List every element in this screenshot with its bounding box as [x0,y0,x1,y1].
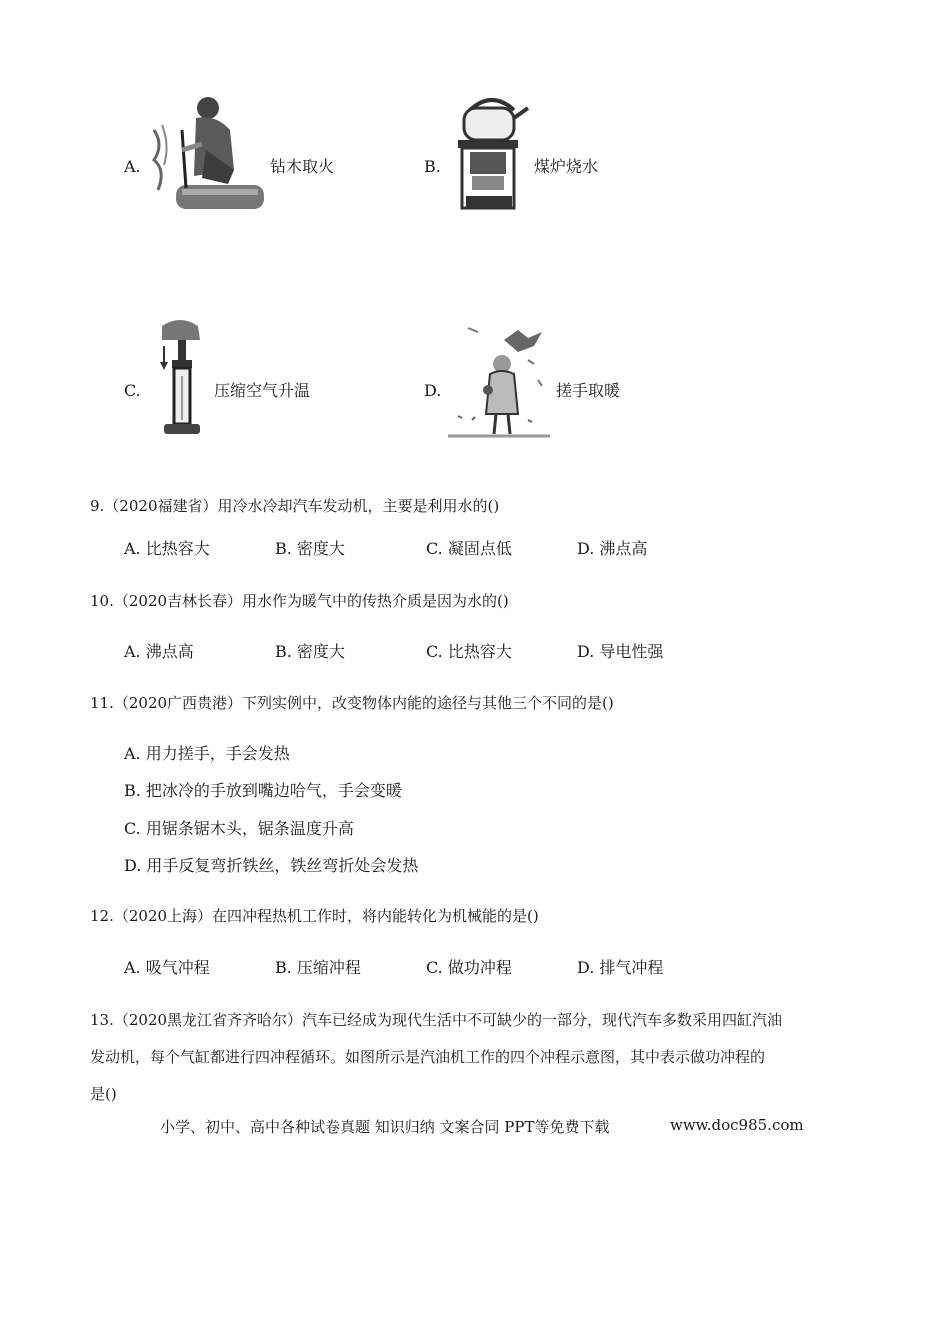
drilling-wood-fire-icon [146,90,268,214]
question-10-stem: 10.（2020吉林长春）用水作为暖气中的传热介质是因为水的() [90,592,509,610]
coal-stove-kettle-icon [450,90,530,214]
option-caption-d: 搓手取暖 [556,381,621,400]
q12-option-c: C. 做功冲程 [426,958,512,977]
option-letter-a: A. [124,157,141,176]
q10-option-c: C. 比热容大 [426,642,512,661]
option-caption-a: 钻木取火 [270,157,335,176]
option-caption-c: 压缩空气升温 [214,381,311,400]
q10-option-d: D. 导电性强 [577,642,664,661]
question-13-line-2: 发动机，每个气缸都进行四冲程循环。如图所示是汽油机工作的四个冲程示意图，其中表示做功冲程的 [90,1048,766,1066]
q12-option-a: A. 吸气冲程 [124,958,210,977]
q11-option-b: B. 把冰冷的手放到嘴边哈气，手会变暖 [124,781,402,800]
question-13-line-1: 13.（2020黑龙江省齐齐哈尔）汽车已经成为现代生活中不可缺少的一部分，现代汽车多数采用四缸汽油 [90,1011,783,1029]
q9-option-b: B. 密度大 [275,539,345,558]
q10-option-b: B. 密度大 [275,642,345,661]
q9-option-c: C. 凝固点低 [426,539,512,558]
question-13-line-3: 是() [90,1085,117,1103]
q12-option-b: B. 压缩冲程 [275,958,361,977]
air-compression-syringe-icon [154,316,210,440]
rubbing-hands-icon [448,320,550,442]
q11-option-d: D. 用手反复弯折铁丝，铁丝弯折处会发热 [124,856,419,875]
footer-url[interactable]: www.doc985.com [670,1116,804,1134]
question-11-stem: 11.（2020广西贵港）下列实例中，改变物体内能的途径与其他三个不同的是() [90,694,614,712]
q9-option-d: D. 沸点高 [577,539,648,558]
option-caption-b: 煤炉烧水 [534,157,599,176]
q11-option-c: C. 用锯条锯木头，锯条温度升高 [124,819,354,838]
footer-text: 小学、初中、高中各种试卷真题 知识归纳 文案合同 PPT等免费下载 [160,1118,610,1136]
option-letter-b: B. [424,157,441,176]
option-letter-c: C. [124,381,141,400]
question-12-stem: 12.（2020上海）在四冲程热机工作时，将内能转化为机械能的是() [90,907,539,925]
question-9-stem: 9.（2020福建省）用冷水冷却汽车发动机，主要是利用水的() [90,497,500,515]
q10-option-a: A. 沸点高 [124,642,194,661]
q12-option-d: D. 排气冲程 [577,958,664,977]
q9-option-a: A. 比热容大 [124,539,210,558]
option-letter-d: D. [424,381,442,400]
q11-option-a: A. 用力搓手，手会发热 [124,744,290,763]
